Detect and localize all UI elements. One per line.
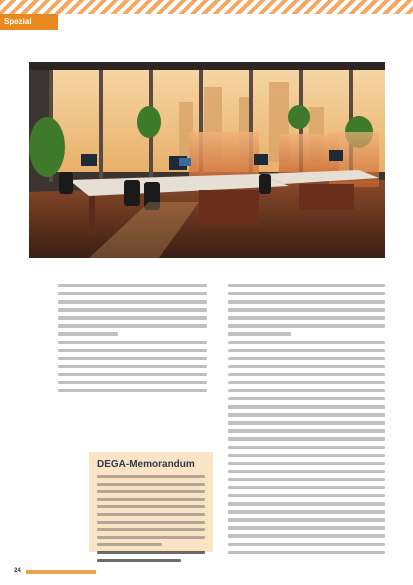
page-number: 24 — [14, 568, 21, 574]
memorandum-link-2[interactable] — [97, 559, 181, 562]
memorandum-box — [89, 452, 213, 552]
hero-image — [29, 62, 385, 258]
section-label: Spezial — [0, 14, 58, 30]
header-stripe — [0, 0, 413, 14]
memorandum-title: DEGA-Memorandum — [97, 459, 195, 470]
memorandum-link[interactable] — [97, 551, 205, 554]
article-column-left — [58, 284, 207, 397]
footer-bar — [26, 570, 96, 574]
article-column-right — [228, 284, 385, 559]
